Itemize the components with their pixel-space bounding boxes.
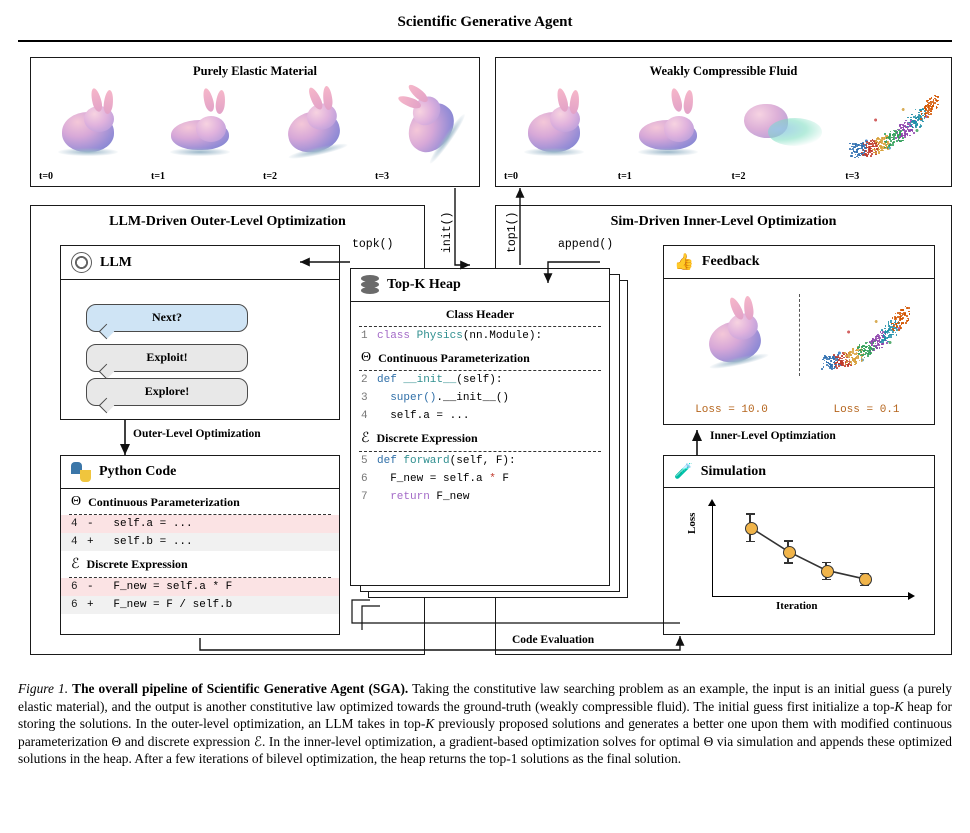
code-line: 4 - self.a = ... [61, 515, 339, 533]
llm-card-title: LLM [100, 254, 132, 270]
heap-section-class-header [351, 302, 609, 326]
panel-title-elastic: Purely Elastic Material [192, 64, 318, 78]
feedback-item-left [664, 288, 799, 424]
python-card-title: Python Code [99, 464, 177, 479]
llm-bubble-explore-label: Explore! [144, 384, 190, 398]
loss-label: Loss = 10.0 [695, 404, 768, 416]
feedback-item-right [799, 288, 934, 424]
frame-time-label: t=0 [39, 171, 54, 182]
page-title: Scientific Generative Agent [397, 14, 573, 30]
panel-purely-elastic [30, 57, 480, 187]
label-topk: topk() [352, 238, 394, 251]
elastic-frame-2 [255, 84, 367, 184]
data-point [821, 565, 834, 578]
point-cloud-icon [848, 92, 940, 162]
thumbs-up-icon: 👍 [674, 254, 694, 271]
frame-time-label: t=2 [731, 171, 746, 182]
llm-bubble-exploit[interactable] [86, 344, 248, 372]
panel-weakly-compressible-fluid [495, 57, 952, 187]
fluid-frame-1 [610, 84, 724, 184]
simulation-card-header [664, 456, 934, 488]
heap-section-discrete [351, 425, 609, 451]
python-card-header [61, 456, 339, 489]
label-inner-level-optimization: Inner-Level Optimziation [710, 430, 836, 442]
database-icon [361, 275, 379, 295]
topk-heap-card [350, 268, 610, 586]
heap-section-label: Class Header [445, 307, 515, 321]
caption-body-3: previously proposed solutions and generates a better one upon them with modified continuous parameterization Θ and discrete expression ℰ. In the inner-level optimization, a gradient-based optimization solves for optimal Θ via simulation and appends these optimized solutions in the heap. After a few iterations of bilevel optimization, the heap returns the top-1 solutions as the final solution. [18, 716, 952, 767]
simulation-card-title: Simulation [700, 463, 767, 479]
heap-card-title: Top-K Heap [387, 277, 461, 292]
bunny-render-icon [375, 74, 472, 172]
y-axis-label: Loss [686, 512, 698, 534]
frame-time-label: t=2 [263, 171, 278, 182]
label-append: append() [558, 238, 614, 251]
script-e-symbol-icon: ℰ [71, 557, 80, 572]
feedback-card-header [664, 246, 934, 279]
caption-figure-number: Figure 1. [18, 681, 69, 696]
caption-body-1: Taking the constitutive law searching problem as an example, the input is an initial guess (a purely elastic material), and the output is another constitutive law optimized towards the ground-truth (weakly compressible fluid). The initial guess first initialize a top- [18, 681, 952, 714]
elastic-frame-0 [31, 84, 143, 184]
heap-section-continuous [351, 345, 609, 370]
data-point [783, 546, 796, 559]
frame-time-label: t=3 [375, 171, 390, 182]
llm-card [60, 245, 340, 420]
llm-bubble-next[interactable] [86, 304, 248, 332]
code-line: 3 super().__init__() [361, 392, 510, 404]
figure-caption [18, 680, 952, 768]
caption-italic-1: K [894, 698, 904, 714]
x-axis-label: Iteration [776, 600, 818, 612]
loss-curve-line [676, 504, 924, 624]
fluid-frame-0 [496, 84, 610, 184]
heap-section-label: Discrete Expression [376, 431, 478, 445]
bunny-render-icon [268, 83, 354, 163]
code-line: 4 self.a = ... [361, 410, 470, 422]
label-top1: top1() [506, 211, 519, 253]
code-line: 6 - F_new = self.a * F [61, 578, 339, 596]
label-code-evaluation: Code Evaluation [512, 634, 595, 646]
theta-symbol-icon: Θ [361, 350, 372, 365]
caption-bold-lead: The overall pipeline of Scientific Generative Agent (SGA). [72, 681, 409, 696]
simulation-card [663, 455, 935, 635]
llm-bubble-explore[interactable] [86, 378, 248, 406]
code-line: 4 + self.b = ... [61, 533, 339, 551]
caption-italic-2: K [425, 716, 435, 732]
feedback-divider [799, 294, 800, 376]
label-init: init() [441, 211, 454, 253]
llm-bubble-next-label: Next? [152, 310, 182, 324]
code-line: 2 def __init__(self): [361, 374, 503, 386]
fluid-frame-2 [724, 84, 838, 184]
code-line: 6 F_new = self.a * F [361, 473, 510, 485]
frame-time-label: t=3 [845, 171, 860, 182]
theta-symbol-icon: Θ [71, 494, 82, 509]
python-section-label: Discrete Expression [86, 557, 188, 571]
openai-logo-icon [71, 252, 92, 273]
code-line: 7 return F_new [361, 491, 470, 503]
llm-bubble-exploit-label: Exploit! [146, 350, 188, 364]
python-section-label: Continuous Parameterization [88, 494, 240, 509]
python-code-card [60, 455, 340, 635]
feedback-card-title: Feedback [701, 254, 760, 269]
script-e-symbol-icon: ℰ [361, 431, 370, 446]
feedback-card [663, 245, 935, 425]
bunny-render-icon [630, 90, 704, 156]
caption-body-2: heap for storing the solutions. In the outer-level optimization, an LLM takes in top- [18, 698, 952, 732]
loss-curve-chart [676, 504, 924, 624]
frame-time-label: t=1 [617, 171, 632, 182]
elastic-frame-strip [31, 84, 479, 184]
elastic-frame-3 [367, 84, 479, 184]
frame-time-label: t=1 [151, 171, 166, 182]
python-section-continuous [61, 489, 339, 514]
bubble-tail [99, 324, 115, 340]
bunny-render-icon [688, 293, 774, 373]
data-point [745, 522, 758, 535]
llm-card-header [61, 246, 339, 280]
code-line: 1 class Physics(nn.Module): [361, 330, 543, 342]
bunny-render-icon [162, 90, 236, 156]
data-point [859, 573, 872, 586]
fluid-frame-3 [837, 84, 951, 184]
flask-icon: 🧪 [674, 464, 693, 480]
inner-level-title: Sim-Driven Inner-Level Optimization [610, 214, 837, 229]
code-line: 6 + F_new = F / self.b [61, 596, 339, 614]
elastic-frame-1 [143, 84, 255, 184]
title-rule [18, 40, 952, 42]
bunny-render-icon [50, 90, 124, 156]
outer-level-title: LLM-Driven Outer-Level Optimization [109, 214, 346, 229]
heap-section-label: Continuous Parameterization [378, 350, 530, 365]
code-line: 5 def forward(self, F): [361, 455, 516, 467]
frame-time-label: t=0 [504, 171, 519, 182]
fluid-frame-strip [496, 84, 951, 184]
loss-label: Loss = 0.1 [833, 404, 900, 416]
panel-title-fluid: Weakly Compressible Fluid [649, 64, 798, 78]
python-logo-icon [71, 462, 91, 482]
bunny-render-icon [516, 90, 590, 156]
bubble-tail [99, 364, 115, 380]
fluid-splash-icon [738, 98, 822, 154]
python-section-discrete [61, 551, 339, 577]
bubble-tail [99, 398, 115, 414]
label-outer-level-optimization: Outer-Level Optimization [133, 428, 261, 440]
heap-card-header [351, 269, 609, 302]
point-cloud-icon [821, 304, 913, 374]
